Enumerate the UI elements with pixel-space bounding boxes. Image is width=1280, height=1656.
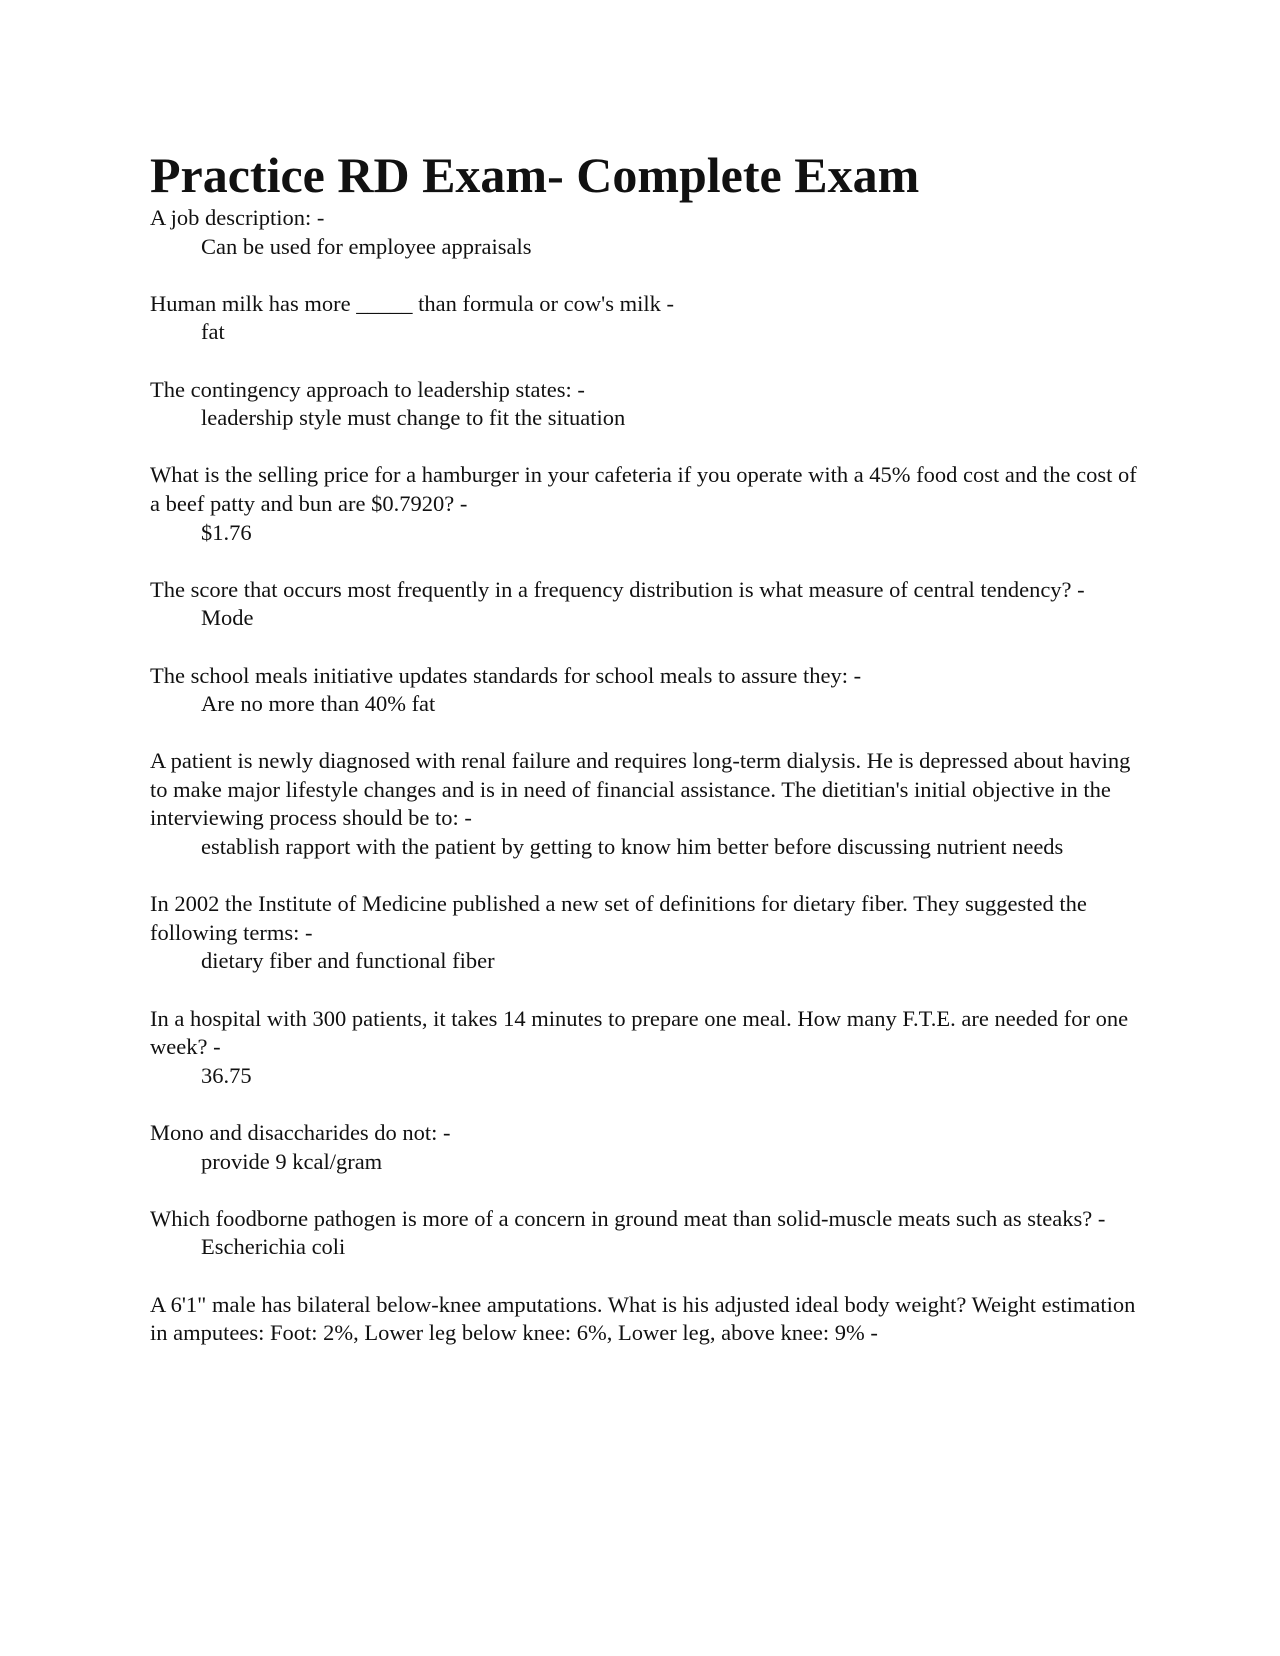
answer-text: fat bbox=[201, 319, 225, 345]
qa-item bbox=[150, 1205, 1150, 1262]
qa-item bbox=[150, 1005, 1150, 1091]
document-page bbox=[150, 147, 1150, 1376]
question-text: Mono and disaccharides do not: - bbox=[150, 1120, 451, 1145]
question-text: Which foodborne pathogen is more of a concern in ground meat than solid-muscle meats such as steaks? - bbox=[150, 1205, 1106, 1231]
page-title: Practice RD Exam- Complete Exam bbox=[150, 147, 920, 203]
qa-item bbox=[150, 747, 1150, 861]
answer-text: Can be used for employee appraisals bbox=[201, 233, 532, 259]
answer-text: Mode bbox=[201, 605, 254, 631]
answer-text: Escherichia coli bbox=[201, 1234, 346, 1260]
answer-text: $1.76 bbox=[201, 519, 252, 545]
answer-text: provide 9 kcal/gram bbox=[201, 1148, 383, 1174]
qa-item bbox=[150, 1119, 1150, 1176]
answer-text: dietary fiber and functional fiber bbox=[201, 948, 495, 974]
answer-text: establish rapport with the patient by getting to know him better before discussing nutrient needs bbox=[201, 834, 1064, 860]
question-text: The score that occurs most frequently in a frequency distribution is what measure of central tendency? - bbox=[150, 576, 1085, 602]
answer-text: leadership style must change to fit the situation bbox=[201, 405, 626, 431]
question-text: The school meals initiative updates standards for school meals to assure they: - bbox=[150, 662, 862, 688]
question-text: In a hospital with 300 patients, it takes 14 minutes to prepare one meal. How many F.T.E. are needed for one week? - bbox=[150, 1005, 1129, 1060]
answer-text: 36.75 bbox=[201, 1062, 252, 1088]
question-text: The contingency approach to leadership states: - bbox=[150, 376, 585, 402]
question-text: A patient is newly diagnosed with renal failure and requires long-term dialysis. He is depressed about having to make major lifestyle changes and is in need of financial assistance. The dietitian's initial objective in the interviewing process should be to: - bbox=[150, 748, 1131, 831]
answer-text: Are no more than 40% fat bbox=[201, 691, 436, 717]
question-text: A job description: - bbox=[150, 205, 325, 230]
qa-item bbox=[150, 204, 1150, 261]
qa-item bbox=[150, 376, 1150, 433]
question-text: A 6'1" male has bilateral below-knee amputations. What is his adjusted ideal body weight? Weight estimation in amputees: Foot: 2%, Lower leg below knee: 6%, Lower leg, above knee: 9% - bbox=[150, 1291, 1136, 1346]
qa-item bbox=[150, 890, 1150, 976]
qa-item bbox=[150, 662, 1150, 719]
qa-item bbox=[150, 290, 1150, 347]
qa-item bbox=[150, 576, 1150, 633]
question-text: In 2002 the Institute of Medicine published a new set of definitions for dietary fiber. They suggested the following terms: - bbox=[150, 891, 1087, 945]
qa-item bbox=[150, 461, 1150, 547]
question-text: What is the selling price for a hamburger in your cafeteria if you operate with a 45% food cost and the cost of a beef patty and bun are $0.7920? - bbox=[150, 462, 1137, 516]
qa-item bbox=[150, 1291, 1150, 1348]
question-text: Human milk has more _____ than formula or cow's milk - bbox=[150, 290, 674, 316]
